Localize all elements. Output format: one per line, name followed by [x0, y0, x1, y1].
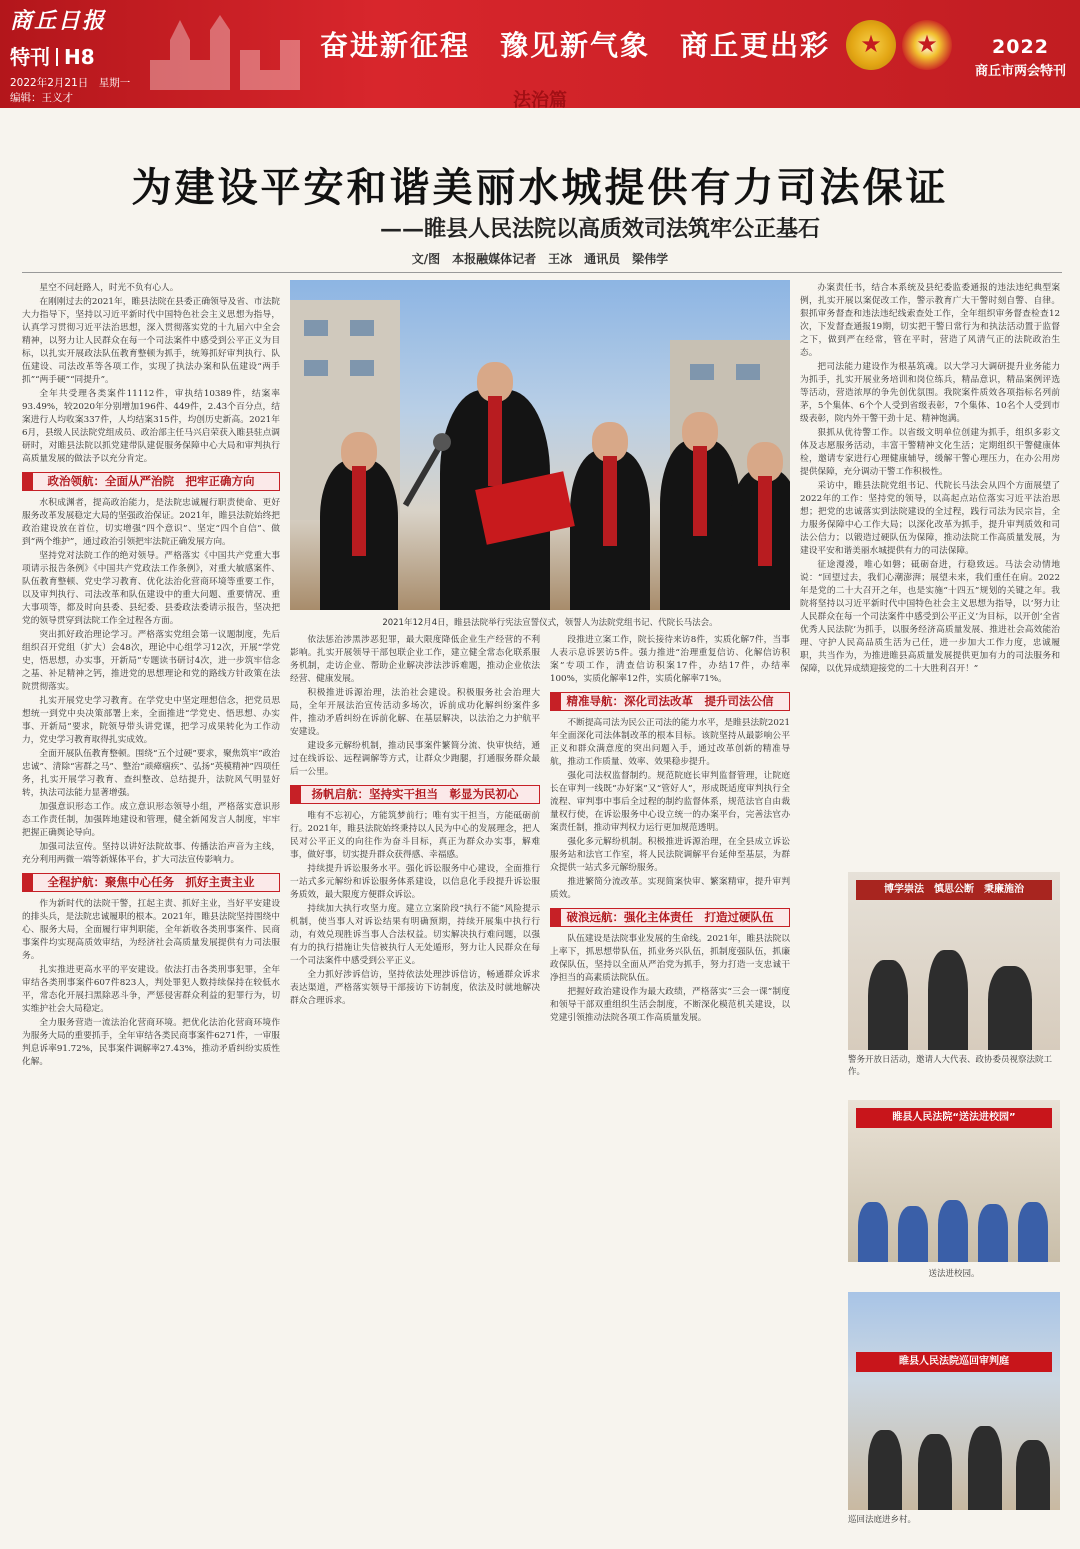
article-column-3	[550, 634, 790, 1522]
paragraph: 全面开展队伍教育整顿。围绕“五个过硬”要求，聚焦筑牢“政治忠诚”、清除“害群之马”、整治“顽瘴痼疾”、弘扬“英模精神”四项任务，扎实开展学习教育、查纠整改、总结提升，法院风气明显好转，执法司法能力显著增强。	[22, 749, 280, 798]
paragraph: 不断提高司法为民公正司法的能力水平，是睢县法院2021年全面深化司法体制改革的根本目标。该院坚持从最影响公平正义和群众满意度的突出问题入手，通过改革创新的精准导航，推动工作质量、效率、效果稳步提升。	[550, 718, 790, 767]
wall-slogan: 博学崇法 慎思公断 秉廉施治	[856, 880, 1052, 900]
side-caption: 送法进校园。	[928, 1269, 980, 1279]
robe-band	[603, 456, 617, 546]
judge-figure	[660, 440, 740, 610]
event-banner: 睢县人民法院“送法进校园”	[856, 1108, 1052, 1128]
judge-figure	[730, 470, 790, 610]
paragraph: 强化多元解纷机制。积极推进诉源治理，在全县成立诉讼服务站和法官工作室，将人民法院调解平台延伸至基层，为群众提供一站式多元解纷服务。	[550, 837, 790, 873]
masthead-slogan: 奋进新征程 豫见新气象 商丘更出彩	[320, 29, 831, 62]
paragraph: 把握好政治建设作为最大政绩，严格落实“三会一课”制度和领导干部双重组织生活会制度，不断深化模范机关建设，以党建引领推动法院各项工作高质量发展。	[550, 987, 790, 1023]
paragraph: 持续提升诉讼服务水平。强化诉讼服务中心建设，全面推行一站式多元解纷和诉讼服务体系建设，以信息化手段提升诉讼服务质效，最大限度方便群众诉讼。	[290, 864, 540, 900]
paragraph: 建设多元解纷机制，推动民事案件繁简分流、快审快结，通过在线诉讼、远程调解等方式，让群众少跑腿，打通服务群众最后一公里。	[290, 741, 540, 777]
paragraph: 采访中，睢县法院党组书记、代院长马法会从四个方面展望了2022年的工作：坚持党的领导，以高起点站位落实习近平法治思想；把党的忠诚落实到法院建设的全过程，践行司法为民宗旨，全力服务保障中心工作大局；以深化改革为抓手，提升审判质效和司法公信力；以锻造过硬队伍为保障，推动法院工作高质量发展，为建设平安和谐美丽水城提供有力的司法保障。	[800, 481, 1060, 556]
side-photo-school	[848, 1100, 1060, 1262]
paragraph: 持续加大执行攻坚力度。建立立案阶段“执行不能”风险提示机制，使当事人对诉讼结果有明确预期，持续开展集中执行行动，有效兑现胜诉当事人合法权益。切实解决执行难问题，以强有力的执行措施让失信被执行人无处遁形，努力让人民群众在每一个司法案件中感受到公平正义。	[290, 904, 540, 966]
window	[304, 360, 328, 376]
paragraph: 唯有不忘初心，方能筑梦前行；唯有实干担当，方能砥砺前行。2021年，睢县法院始终秉持以人民为中心的发展理念，把人民对公平正义的向往作为奋斗目标，真正为群众办实事，解难事，做好事，切实提升群众获得感、幸福感。	[290, 811, 540, 860]
paragraph: 队伍建设是法院事业发展的生命线。2021年，睢县法院以上率下，抓思想带队伍，抓业务兴队伍，抓制度强队伍，抓廉政保队伍，坚持以全面从严治党为抓手，努力打造一支忠诚干净担当的高素质法院队伍。	[550, 934, 790, 983]
side-caption: 警务开放日活动，邀请人大代表、政协委员视察法院工作。	[848, 1055, 1053, 1077]
paragraph: 水积成渊者，提高政治能力，是法院忠诚履行职责使命、更好服务改革发展稳定大局的坚强政治保证。2021年，睢县法院始终把政治建设放在首位，切实增强“四个意识”、坚定“四个自信”、做到“两个维护”，通过政治引领把牢法院正确发展方向。	[22, 498, 280, 547]
article-column-2	[290, 634, 540, 1522]
paragraph: 作为新时代的法院干警，扛起主责、抓好主业，当好平安建设的排头兵，是法院忠诚履职的根本。2021年，睢县法院坚持围绕中心、服务大局，全面履行审判职能，全年新收各类刑事案件、民商事案件均实现高质效审结，为经济社会高质量发展提供有力司法服务。	[22, 899, 280, 961]
judge-figure	[320, 460, 398, 610]
paragraph: 把司法能力建设作为根基筑魂。以大学习大调研提升业务能力为抓手，扎实开展业务培训和岗位练兵，精品意识，精品案例评选等活动，营造浓厚的争先创优氛围。我院案件质效各项指标名列前茅，5个集体、6个个人受到省级表彰，7个集体、10名个人受到市级表彰，院内外干警干劲十足、精神饱满。	[800, 362, 1060, 424]
paragraph: 加强意识形态工作。成立意识形态领导小组，严格落实意识形态工作责任制，加强阵地建设和管理，健全新闻发言人制度，牢牢把握正确舆论导向。	[22, 802, 280, 838]
cppcc-emblem-icon: ★	[902, 20, 952, 70]
robe-band	[352, 466, 366, 556]
window	[736, 364, 760, 380]
header-rule	[22, 272, 1062, 273]
student-figure	[858, 1202, 888, 1262]
section-heading: 破浪远航：强化主体责任 打造过硬队伍	[550, 908, 790, 927]
paragraph: 星空不问赶路人，时光不负有心人。	[39, 283, 179, 293]
newspaper-logo: 商丘日报	[10, 8, 107, 34]
person-figure	[988, 966, 1032, 1050]
paragraph: 扎实推进更高水平的平安建设。依法打击各类刑事犯罪，全年审结各类刑事案件607件823人，判处罪犯人数持续保持在较低水平，常态化开展扫黑除恶斗争，严惩侵害群众利益的犯罪行为，切实维护社会大局稳定。	[22, 965, 280, 1014]
person-figure	[1016, 1440, 1050, 1510]
paragraph: 加强司法宣传。坚持以讲好法院故事、传播法治声音为主线，充分利用两微一端等新媒体平台，扩大司法宣传影响力。	[22, 842, 280, 865]
student-figure	[898, 1206, 928, 1262]
microphone-icon	[403, 443, 443, 507]
masthead-right	[975, 36, 1066, 79]
paragraph: 推进繁简分流改革。实现简案快审、繁案精审，提升审判质效。	[550, 877, 790, 900]
national-emblem-icon: ★	[846, 20, 896, 70]
side-photo-circuit-court	[848, 1292, 1060, 1510]
paragraph: 在刚刚过去的2021年，睢县法院在县委正确领导及省、市法院大力指导下，坚持以习近平新时代中国特色社会主义思想为指导，认真学习贯彻习近平法治思想，深入贯彻落实党的十九届六中全会精神，以努力让人民群众在每一个司法案件中感受到公平正义为目标，以扎实开展政法队伍教育整顿为抓手，统筹抓好审判执行、队伍建设、司法改革等各项工作，实现了执法办案和队伍建设“两手抓”“两手硬”“同提升”。	[22, 297, 280, 385]
issue-date: 2022年2月21日 星期一	[10, 77, 131, 89]
editor-credit: 编辑：王义才	[10, 92, 73, 104]
window	[304, 320, 328, 336]
paragraph: 狠抓从优待警工作。以省级文明单位创建为抓手，组织多彩文体及志愿服务活动，丰富干警精神文化生活；定期组织干警健康体检，邀请专家进行心理健康辅导，缓解干警心理压力，在办公用房提供保障，充分调动干警工作积极性。	[800, 428, 1060, 477]
person-figure	[968, 1426, 1002, 1510]
article-subheadline: ——睢县人民法院以高质效司法筑牢公正基石	[379, 216, 820, 242]
section-heading: 全程护航：聚焦中心任务 抓好主责主业	[22, 873, 280, 892]
robe-band	[758, 476, 772, 566]
robe-band	[488, 396, 502, 486]
city-skyline-icon	[140, 10, 340, 90]
student-figure	[1018, 1202, 1048, 1262]
student-figure	[978, 1204, 1008, 1262]
edition-year: 2022	[992, 36, 1049, 58]
side-caption: 巡回法庭进乡村。	[848, 1515, 917, 1525]
article-headline: 为建设平安和谐美丽水城提供有力司法保证	[131, 164, 949, 211]
section-heading: 扬帆启航：坚持实干担当 彰显为民初心	[290, 785, 540, 804]
article-column-4	[800, 282, 1060, 862]
special-label: 特刊	[10, 45, 50, 69]
person-figure	[918, 1434, 952, 1510]
section-heading: 精准导航：深化司法改革 提升司法公信	[550, 692, 790, 711]
divider	[56, 48, 58, 66]
article-column-1	[22, 282, 280, 1522]
paragraph: 全力抓好涉诉信访，坚持依法处理涉诉信访，畅通群众诉求表达渠道，严格落实领导干部接访下访制度，依法及时就地解决群众合理诉求。	[290, 970, 540, 1006]
edition-name: 商丘市两会特刊	[974, 64, 1066, 79]
photo-caption: 2021年12月4日，睢县法院举行宪法宣誓仪式，领誓人为法院党组书记、代院长马法会。	[382, 618, 718, 628]
student-figure	[938, 1200, 968, 1262]
window	[690, 364, 714, 380]
paragraph: 全年共受理各类案件11112件，审执结10389件，结案率93.49%，较2020年分别增加196件、449件，2.43个百分点，结案进行人均收案337件，人均结案315件，均创历史新高。2021年6月，县级人民法院党组成员、政治部主任马兴启荣获入睢县驻点调研时，对睢县法院以抓党建带队建促服务保障中心大局和审判执行高质量发展的做法予以充分肯定。	[22, 389, 280, 464]
page-number: H8	[64, 45, 95, 69]
article-byline: 文/图 本报融媒体记者 王冰 通讯员 梁伟学	[411, 252, 669, 266]
paragraph: 积极推进诉源治理，法治社会建设。积极服务社会治理大局，全年开展法治宣传活动多场次，诉前成功化解纠纷案件多件，推动矛盾纠纷在诉前化解、在基层解决，以法治之力护航平安建设。	[290, 688, 540, 737]
judge-figure	[570, 450, 650, 610]
paragraph: 扎实开展党史学习教育。在学党史中坚定理想信念，把党员思想统一到党中央决策部署上来，全面推进“学党史、悟思想、办实事、开新局”要求，院领导带头讲党课，把学习成果转化为工作动力，党史学习教育取得扎实成效。	[22, 696, 280, 745]
side-photo-open-day	[848, 872, 1060, 1050]
section-heading: 政治领航：全面从严治院 把牢正确方向	[22, 472, 280, 491]
robe-band	[693, 446, 707, 536]
paragraph: 依法惩治涉黑涉恶犯罪，最大限度降低企业生产经营的不利影响。扎实开展领导干部包联企业工作，建立健全常态化联系服务机制，走访企业、帮助企业解决涉法涉诉难题，推动企业依法经营、健康发展。	[290, 635, 540, 684]
window	[350, 360, 374, 376]
paragraph: 全力服务营造一流法治化营商环境。把优化法治化营商环境作为服务大局的重要抓手，全年审结各类民商事案件6271件，一审服判息诉率91.72%，民事案件调解率27.43%，推动矛盾纠纷实质性化解。	[22, 1018, 280, 1067]
person-figure	[868, 960, 908, 1050]
paragraph: 突出抓好政治理论学习。严格落实党组会第一议题制度，先后组织召开党组（扩大）会48次，理论中心组学习12次，开展“学党史，悟思想，办实事，开新局”专题读书研讨4次，进一步筑牢信念之基、补足精神之钙，推进党的思想理论和党的路线方针政策在法院贯彻落实。	[22, 630, 280, 692]
section-title: 法治篇	[513, 90, 567, 111]
paragraph: 段推进立案工作，院长接待来访8件，实质化解7件，当事人表示息诉罢访5件。强力推进“治理重复信访、化解信访积案”专项工作，清查信访积案17件，办结17件，办结率100%，实质化解率12件，实质化解率71%。	[550, 635, 790, 684]
paragraph: 征途漫漫，唯心如磐；砥砺奋进，行稳致远。马法会动情地说：“回望过去，我们心潮澎湃；展望未来，我们重任在肩。2022年是党的二十大召开之年，也是实施“十四五”规划的关键之年。我院将坚持以习近平新时代中国特色社会主义思想为指导，以‘努力让人民群众在每一个司法案件中感受到公平正义’为目标，以开创‘全省优秀人民法院’为抓手，以服务经济高质量发展、推进社会高效能治理、守护人民高品质生活为己任，进一步加大工作力度，忠诚履职，共当作为，为推进睢县高质量发展提供更加有力的司法服务和保障，以优异成绩迎接党的二十大胜利召开！”	[800, 560, 1060, 674]
paragraph: 强化司法权监督制约。规范院庭长审判监督管理，让院庭长在审判一线既“办好案”又“管好人”，形成既适度审判执行全流程、审判事中事后全过程的制约监督体系，规范法官自由裁量权行使，在诉讼服务中心设立统一的办案平台，完善法官办案责任制，推动审判权力运行更加规范透明。	[550, 771, 790, 833]
window	[350, 320, 374, 336]
person-figure	[868, 1430, 902, 1510]
main-photo	[290, 280, 790, 610]
court-banner: 睢县人民法院巡回审判庭	[856, 1352, 1052, 1372]
paragraph: 办案责任书，结合本系统及县纪委监委通报的违法违纪典型案例，扎实开展以案促改工作，警示教育广大干警时刻自警、自律。狠抓审务督查和违法违纪线索查处工作，全年组织审务督查检查12次，下发督查通报19期，切实把干警日常行为和执法活动置于监督之下，做到严在经常，管在平时，营造了风清气正的法院政治生态。	[800, 283, 1060, 358]
paragraph: 坚持党对法院工作的绝对领导。严格落实《中国共产党重大事项请示报告条例》《中国共产党政法工作条例》，对重大敏感案件、队伍教育整顿、党史学习教育、优化法治化营商环境等重要工作，以及审判执行、司法改革和队伍建设中的重大问题、重要情况、重大事项等，都及时向县委、县纪委、县委政法委请示报告，坚决把党的领导贯穿到法院工作全过程各方面。	[22, 551, 280, 626]
person-figure	[928, 950, 968, 1050]
